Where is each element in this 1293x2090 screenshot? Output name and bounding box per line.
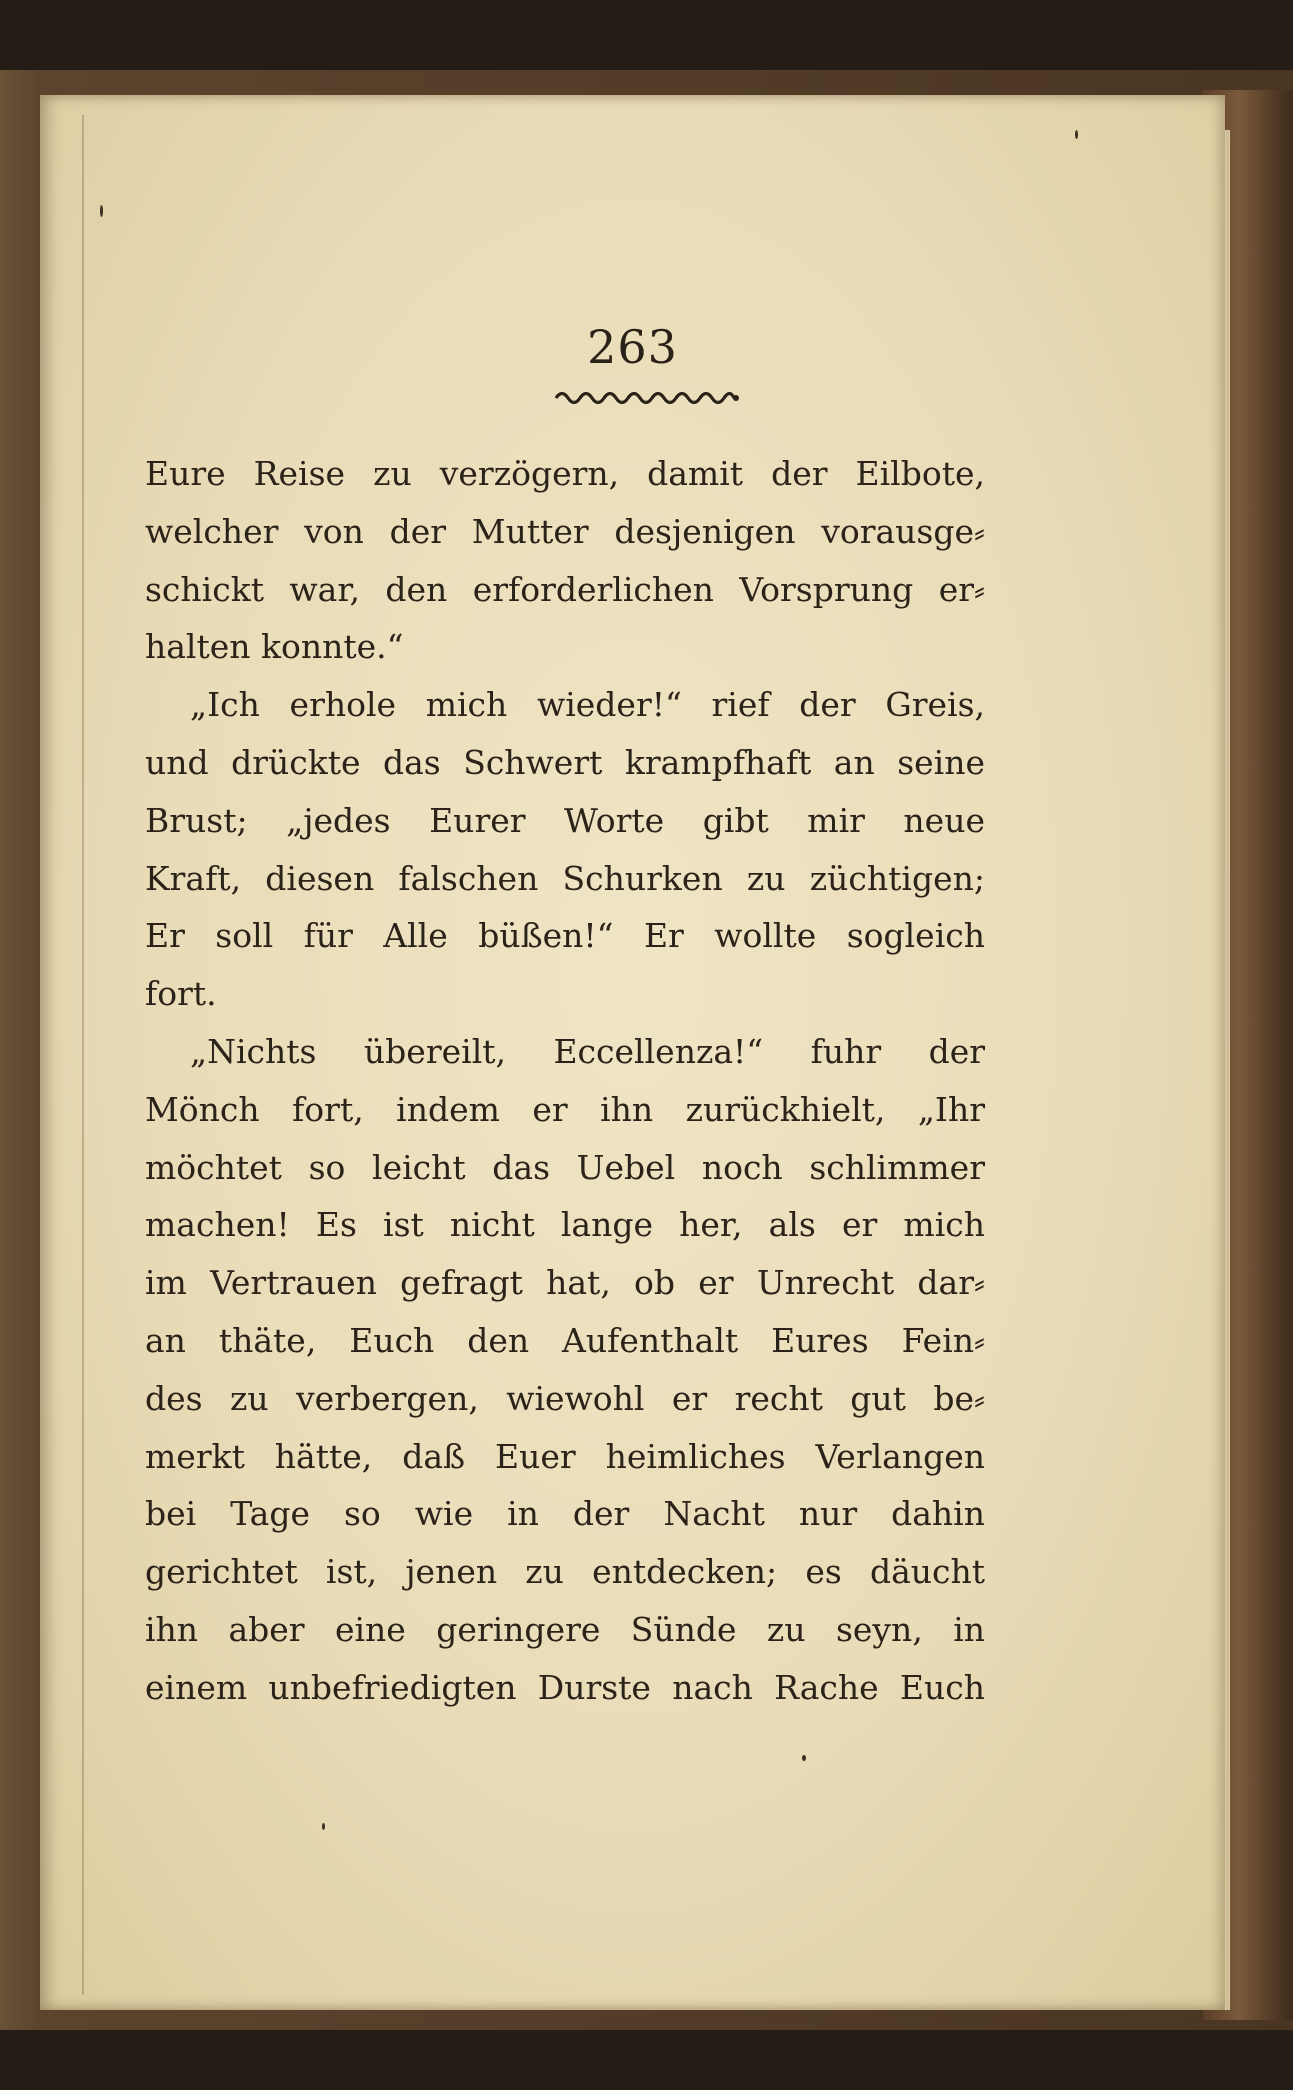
paper-speck xyxy=(322,1823,325,1830)
text-line: an thäte, Euch den Aufenthalt Eures Fein⸗ xyxy=(145,1320,985,1360)
text-line: fort. xyxy=(145,974,217,1014)
text-line: Kraft, diesen falschen Schurken zu züchtigen; xyxy=(145,858,985,898)
book-page xyxy=(40,95,1225,2010)
text-line: möchtet so leicht das Uebel noch schlimmer xyxy=(145,1147,985,1187)
text-line: im Vertrauen gefragt hat, ob er Unrecht dar⸗ xyxy=(145,1263,985,1303)
text-line: machen! Es ist nicht lange her, als er mich xyxy=(145,1205,985,1245)
text-line: „Nichts übereilt, Eccellenza!“ fuhr der xyxy=(190,1031,985,1071)
text-line: bei Tage so wie in der Nacht nur dahin xyxy=(145,1494,985,1534)
page-number: 263 xyxy=(587,320,678,374)
wavy-rule-ornament xyxy=(552,387,742,409)
text-line: schickt war, den erforderlichen Vorsprung er⸗ xyxy=(145,569,985,609)
text-line: merkt hätte, daß Euer heimliches Verlangen xyxy=(145,1436,985,1476)
text-line: „Ich erhole mich wieder!“ rief der Greis, xyxy=(190,685,985,725)
text-line: Brust; „jedes Eurer Worte gibt mir neue xyxy=(145,800,985,840)
text-line: Mönch fort, indem er ihn zurückhielt, „Ihr xyxy=(145,1089,985,1129)
paper-speck xyxy=(802,1755,806,1761)
text-line: und drückte das Schwert krampfhaft an seine xyxy=(145,742,985,782)
paper-speck xyxy=(100,205,103,217)
text-line: ihn aber eine geringere Sünde zu seyn, in xyxy=(145,1609,985,1649)
text-line: welcher von der Mutter desjenigen vorausge⸗ xyxy=(145,511,985,551)
text-line: halten konnte.“ xyxy=(145,627,404,667)
text-line: gerichtet ist, jenen zu entdecken; es däucht xyxy=(145,1552,985,1592)
paper-speck xyxy=(1075,130,1078,139)
text-line: einem unbefriedigten Durste nach Rache Euch xyxy=(145,1667,985,1707)
body-text xyxy=(145,445,985,1717)
text-line: Er soll für Alle büßen!“ Er wollte sogleich xyxy=(145,916,985,956)
text-line: des zu verbergen, wiewohl er recht gut be⸗ xyxy=(145,1378,985,1418)
gutter-shadow xyxy=(82,115,84,1995)
text-line: Eure Reise zu verzögern, damit der Eilbote, xyxy=(145,454,985,493)
